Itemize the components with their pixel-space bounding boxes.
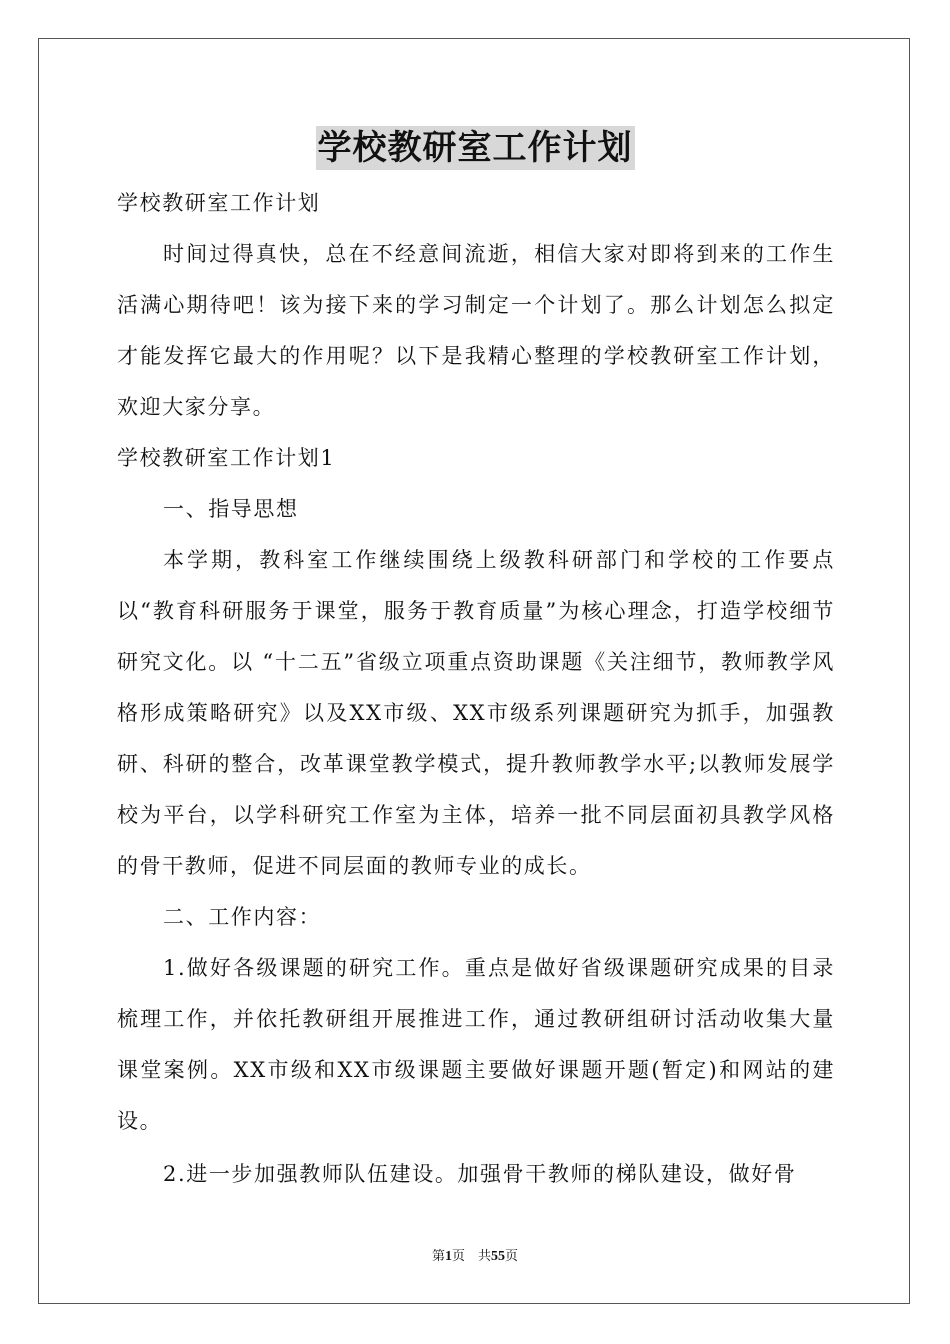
- paragraph-subtitle: 学校教研室工作计划: [117, 191, 321, 215]
- paragraph-item-1: 1.做好各级课题的研究工作。重点是做好省级课题研究成果的目录梳理工作，并依托教研组开展推进工作，通过教研组研讨活动收集大量课堂案例。XX市级和XX市级课题主要做好课题开题(暂定)和网站的建设。: [117, 956, 835, 1133]
- footer-page-number: 1: [444, 1249, 452, 1264]
- page-footer: [0, 1245, 950, 1265]
- paragraph-section-heading: 学校教研室工作计划1: [117, 446, 336, 470]
- paragraph-heading-guiding: 一、指导思想: [163, 497, 299, 521]
- footer-mid: 页 共: [451, 1249, 491, 1264]
- paragraph-intro: 时间过得真快，总在不经意间流逝，相信大家对即将到来的工作生活满心期待吧！该为接下来的学习制定一个计划了。那么计划怎么拟定才能发挥它最大的作用呢？以下是我精心整理的学校教研室工作计划，欢迎大家分享。: [117, 242, 835, 419]
- footer-suffix: 页: [505, 1249, 519, 1264]
- paragraph-item-2: 2.进一步加强教师队伍建设。加强骨干教师的梯队建设，做好骨: [163, 1162, 797, 1186]
- footer-total-pages: 55: [491, 1249, 505, 1264]
- paragraph-guiding-body: 本学期，教科室工作继续围绕上级教科研部门和学校的工作要点以“教育科研服务于课堂，服务于教育质量”为核心理念，打造学校细节研究文化。以 “十二五”省级立项重点资助课题《关注细节，教师教学风格形成策略研究》以及XX市级、XX市级系列课题研究为抓手，加强教研、科研的整合，改革课堂教学模式，提升教师教学水平;以教师发展学校为平台，以学科研究工作室为主体，培养一批不同层面初具教学风格的骨干教师，促进不同层面的教师专业的成长。: [117, 548, 835, 878]
- document-body: [117, 178, 835, 1200]
- title-area: [0, 126, 950, 170]
- document-title: 学校教研室工作计划: [317, 128, 633, 168]
- paragraph-heading-content: 二、工作内容：: [163, 905, 322, 929]
- footer-prefix: 第: [431, 1249, 445, 1264]
